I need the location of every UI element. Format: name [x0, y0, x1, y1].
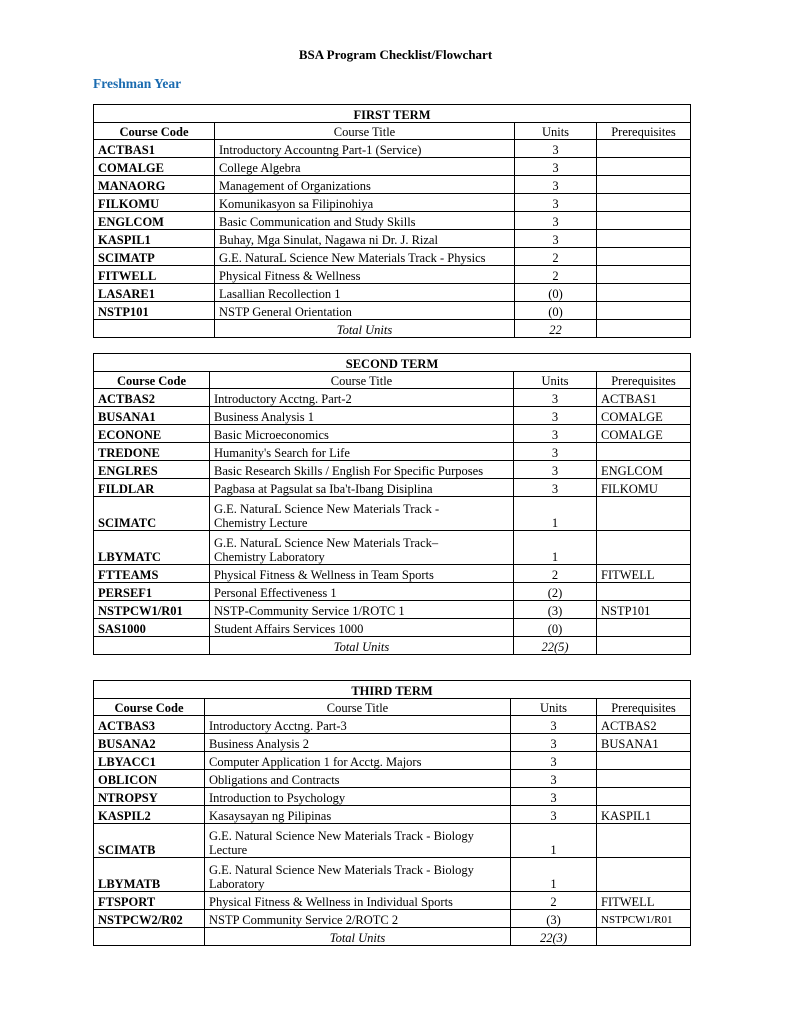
course-title: [215, 194, 515, 212]
course-code: ENGLCOM: [94, 212, 215, 230]
document-title: BSA Program Checklist/Flowchart: [298, 47, 493, 62]
course-units: 2: [515, 248, 597, 266]
course-units: 1: [514, 497, 597, 531]
course-prerequisite: ACTBAS1: [597, 389, 691, 407]
course-prerequisite: NSTP101: [597, 601, 691, 619]
total-blank-cell: [94, 637, 210, 655]
course-units: 3: [511, 788, 597, 806]
course-title: [210, 389, 514, 407]
course-title: [205, 806, 511, 824]
course-code: NSTPCW2/R02: [94, 910, 205, 928]
course-units: 3: [515, 230, 597, 248]
course-code: FTTEAMS: [94, 565, 210, 583]
header-course-code: Course Code: [94, 699, 205, 716]
course-prerequisite: [597, 212, 691, 230]
term-header-row: [94, 105, 691, 123]
course-title: [210, 531, 514, 565]
course-prerequisite: [597, 158, 691, 176]
course-code: MANAORG: [94, 176, 215, 194]
course-title-line: Lecture: [209, 843, 248, 857]
course-units: 3: [511, 770, 597, 788]
column-header-row: [94, 699, 691, 716]
course-units: 3: [511, 716, 597, 734]
course-row: [94, 389, 691, 407]
course-title: [215, 302, 515, 320]
course-title-line: Pagbasa at Pagsulat sa Iba't-Ibang Disiplina: [214, 482, 433, 496]
course-code: COMALGE: [94, 158, 215, 176]
course-row: [94, 788, 691, 806]
course-row: [94, 407, 691, 425]
course-row: [94, 619, 691, 637]
course-code: TREDONE: [94, 443, 210, 461]
course-row: [94, 176, 691, 194]
course-title-line: Business Analysis 1: [214, 410, 315, 424]
course-title-line: Introduction to Psychology: [209, 791, 346, 805]
course-title-line: Laboratory: [209, 877, 265, 891]
course-code: FITWELL: [94, 266, 215, 284]
course-title-line: Introductory Accountng Part-1 (Service): [219, 143, 422, 157]
course-units: 3: [511, 806, 597, 824]
course-units: (0): [514, 619, 597, 637]
course-prerequisite: [597, 824, 691, 858]
course-title-line: Student Affairs Services 1000: [214, 622, 364, 636]
course-prerequisite: [597, 583, 691, 601]
course-code: KASPIL2: [94, 806, 205, 824]
course-title: [205, 788, 511, 806]
course-row: [94, 806, 691, 824]
course-title: [215, 284, 515, 302]
header-course-title: Course Title: [205, 699, 511, 716]
course-code: LBYMATC: [94, 531, 210, 565]
course-prerequisite: [597, 302, 691, 320]
course-title-line: NSTP Community Service 2/ROTC 2: [209, 913, 399, 927]
course-units: 3: [514, 461, 597, 479]
total-units-label: Total Units: [210, 637, 514, 655]
course-prerequisite: [597, 619, 691, 637]
course-units: (0): [515, 284, 597, 302]
header-units: Units: [514, 372, 597, 389]
course-prerequisite: [597, 770, 691, 788]
course-prerequisite: [597, 788, 691, 806]
course-title-line: G.E. Natural Science New Materials Track - Biology: [209, 863, 474, 877]
course-row: [94, 266, 691, 284]
course-row: [94, 443, 691, 461]
course-code: FILDLAR: [94, 479, 210, 497]
course-row: [94, 858, 691, 892]
course-title-line: Basic Communication and Study Skills: [219, 215, 416, 229]
course-units: 3: [514, 389, 597, 407]
course-code: ENGLRES: [94, 461, 210, 479]
course-units: 3: [515, 158, 597, 176]
course-title: [210, 601, 514, 619]
course-row: [94, 248, 691, 266]
course-prerequisite: [597, 230, 691, 248]
course-title: [210, 583, 514, 601]
course-title-line: Lasallian Recollection 1: [219, 287, 341, 301]
course-row: [94, 284, 691, 302]
course-prerequisite: ENGLCOM: [597, 461, 691, 479]
header-units: Units: [515, 123, 597, 140]
course-row: [94, 734, 691, 752]
total-units-value: 22(3): [511, 928, 597, 946]
course-title-line: Physical Fitness & Wellness in Individual Sports: [209, 895, 453, 909]
course-title: [205, 824, 511, 858]
course-title: [210, 619, 514, 637]
course-units: 2: [515, 266, 597, 284]
course-code: SCIMATC: [94, 497, 210, 531]
course-code: SCIMATP: [94, 248, 215, 266]
first-term-table: [93, 104, 691, 338]
course-row: [94, 302, 691, 320]
course-title-line: NSTP General Orientation: [219, 305, 352, 319]
course-prerequisite: ACTBAS2: [597, 716, 691, 734]
total-row: [94, 320, 691, 338]
course-units: 1: [511, 858, 597, 892]
course-code: ACTBAS1: [94, 140, 215, 158]
course-title-line: Humanity's Search for Life: [214, 446, 350, 460]
course-title: [210, 407, 514, 425]
course-units: (2): [514, 583, 597, 601]
course-code: FILKOMU: [94, 194, 215, 212]
course-code: NSTP101: [94, 302, 215, 320]
course-title-line: Introductory Acctng. Part-3: [209, 719, 347, 733]
course-code: LBYMATB: [94, 858, 205, 892]
total-units-value: 22(5): [514, 637, 597, 655]
course-code: ACTBAS3: [94, 716, 205, 734]
total-units-label: Total Units: [215, 320, 515, 338]
course-title: [210, 565, 514, 583]
course-title: [215, 140, 515, 158]
course-prerequisite: [597, 194, 691, 212]
course-prerequisite: [597, 858, 691, 892]
course-row: [94, 892, 691, 910]
course-units: 2: [514, 565, 597, 583]
course-title-line: College Algebra: [219, 161, 301, 175]
course-code: FTSPORT: [94, 892, 205, 910]
course-units: 3: [514, 443, 597, 461]
course-title: [210, 425, 514, 443]
course-prerequisite: COMALGE: [597, 407, 691, 425]
course-row: [94, 531, 691, 565]
course-prerequisite: [597, 752, 691, 770]
course-row: [94, 140, 691, 158]
course-row: [94, 824, 691, 858]
course-title: [215, 158, 515, 176]
course-prerequisite: [597, 443, 691, 461]
course-title: [215, 266, 515, 284]
course-title-line: Basic Research Skills / English For Specific Purposes: [214, 464, 484, 478]
course-title-line: Physical Fitness & Wellness: [219, 269, 361, 283]
course-prerequisite: [597, 497, 691, 531]
third-term-table: [93, 680, 691, 946]
course-prerequisite: BUSANA1: [597, 734, 691, 752]
total-row: [94, 928, 691, 946]
course-prerequisite: [597, 266, 691, 284]
header-course-title: Course Title: [215, 123, 515, 140]
course-title: [205, 752, 511, 770]
course-code: OBLICON: [94, 770, 205, 788]
course-prerequisite: FITWELL: [597, 565, 691, 583]
course-prerequisite: [597, 248, 691, 266]
course-title-line: Personal Effectiveness 1: [214, 586, 337, 600]
course-title: [205, 892, 511, 910]
course-title: [205, 734, 511, 752]
course-units: (3): [514, 601, 597, 619]
column-header-row: [94, 372, 691, 389]
course-title: [215, 176, 515, 194]
course-title: [205, 770, 511, 788]
course-units: (0): [515, 302, 597, 320]
course-row: [94, 716, 691, 734]
course-prerequisite: FITWELL: [597, 892, 691, 910]
course-title: [210, 497, 514, 531]
header-course-title: Course Title: [210, 372, 514, 389]
header-prerequisites: Prerequisites: [597, 699, 691, 716]
course-title: [205, 858, 511, 892]
second-term-table: [93, 353, 691, 655]
course-units: 3: [514, 479, 597, 497]
course-code: PERSEF1: [94, 583, 210, 601]
course-title-line: Buhay, Mga Sinulat, Nagawa ni Dr. J. Rizal: [219, 233, 438, 247]
course-units: 1: [514, 531, 597, 565]
total-blank-cell: [597, 928, 691, 946]
course-code: SAS1000: [94, 619, 210, 637]
course-code: KASPIL1: [94, 230, 215, 248]
course-prerequisite: [597, 531, 691, 565]
course-title: [210, 443, 514, 461]
course-code: LASARE1: [94, 284, 215, 302]
term-header-row: [94, 681, 691, 699]
course-title: [215, 212, 515, 230]
course-title-line: G.E. NaturaL Science New Materials Track–: [214, 536, 439, 550]
course-title-line: Business Analysis 2: [209, 737, 310, 751]
total-row: [94, 637, 691, 655]
column-header-row: [94, 123, 691, 140]
course-prerequisite: KASPIL1: [597, 806, 691, 824]
course-title: [210, 461, 514, 479]
course-title-line: Kasaysayan ng Pilipinas: [209, 809, 332, 823]
course-row: [94, 230, 691, 248]
course-title-line: NSTP-Community Service 1/ROTC 1: [214, 604, 405, 618]
course-row: [94, 565, 691, 583]
total-units-value: 22: [515, 320, 597, 338]
course-title-line: G.E. Natural Science New Materials Track - Biology: [209, 829, 474, 843]
course-row: [94, 497, 691, 531]
course-title-line: Chemistry Lecture: [214, 516, 308, 530]
course-prerequisite: COMALGE: [597, 425, 691, 443]
total-units-label: Total Units: [205, 928, 511, 946]
course-units: 3: [515, 176, 597, 194]
course-code: NSTPCW1/R01: [94, 601, 210, 619]
course-row: [94, 425, 691, 443]
total-blank-cell: [597, 320, 691, 338]
course-prerequisite: FILKOMU: [597, 479, 691, 497]
course-row: [94, 194, 691, 212]
course-units: 3: [511, 734, 597, 752]
course-units: 3: [514, 407, 597, 425]
course-title: [215, 248, 515, 266]
section-heading-freshman-year: Freshman Year: [93, 76, 182, 91]
course-title-line: Komunikasyon sa Filipinohiya: [219, 197, 374, 211]
term-title: SECOND TERM: [94, 354, 691, 372]
total-blank-cell: [94, 928, 205, 946]
course-row: [94, 158, 691, 176]
course-title: [205, 910, 511, 928]
course-title: [205, 716, 511, 734]
course-row: [94, 752, 691, 770]
course-code: LBYACC1: [94, 752, 205, 770]
course-row: [94, 601, 691, 619]
course-title-line: Chemistry Laboratory: [214, 550, 325, 564]
course-prerequisite: [597, 140, 691, 158]
course-code: BUSANA1: [94, 407, 210, 425]
course-row: [94, 479, 691, 497]
course-prerequisite: [597, 284, 691, 302]
course-title: [210, 479, 514, 497]
course-code: ECONONE: [94, 425, 210, 443]
course-units: 3: [511, 752, 597, 770]
course-units: 3: [514, 425, 597, 443]
course-title-line: Management of Organizations: [219, 179, 371, 193]
course-title-line: Obligations and Contracts: [209, 773, 340, 787]
course-row: [94, 910, 691, 928]
course-prerequisite: [597, 176, 691, 194]
header-prerequisites: Prerequisites: [597, 123, 691, 140]
course-row: [94, 583, 691, 601]
course-title-line: Introductory Acctng. Part-2: [214, 392, 352, 406]
course-title-line: Computer Application 1 for Acctg. Majors: [209, 755, 422, 769]
course-code: BUSANA2: [94, 734, 205, 752]
course-code: NTROPSY: [94, 788, 205, 806]
term-title: FIRST TERM: [94, 105, 691, 123]
course-code: SCIMATB: [94, 824, 205, 858]
course-code: ACTBAS2: [94, 389, 210, 407]
term-header-row: [94, 354, 691, 372]
course-row: [94, 461, 691, 479]
course-units: 3: [515, 140, 597, 158]
total-blank-cell: [94, 320, 215, 338]
total-blank-cell: [597, 637, 691, 655]
course-units: (3): [511, 910, 597, 928]
course-title-line: G.E. NaturaL Science New Materials Track -: [214, 502, 440, 516]
course-row: [94, 212, 691, 230]
term-title: THIRD TERM: [94, 681, 691, 699]
course-title-line: G.E. NaturaL Science New Materials Track - Physics: [219, 251, 486, 265]
course-title-line: Physical Fitness & Wellness in Team Sports: [214, 568, 434, 582]
course-prerequisite: NSTPCW1/R01: [597, 910, 691, 928]
header-units: Units: [511, 699, 597, 716]
course-row: [94, 770, 691, 788]
course-units: 3: [515, 194, 597, 212]
course-units: 1: [511, 824, 597, 858]
course-title-line: Basic Microeconomics: [214, 428, 329, 442]
header-course-code: Course Code: [94, 372, 210, 389]
header-course-code: Course Code: [94, 123, 215, 140]
header-prerequisites: Prerequisites: [597, 372, 691, 389]
course-units: 2: [511, 892, 597, 910]
course-title: [215, 230, 515, 248]
course-units: 3: [515, 212, 597, 230]
